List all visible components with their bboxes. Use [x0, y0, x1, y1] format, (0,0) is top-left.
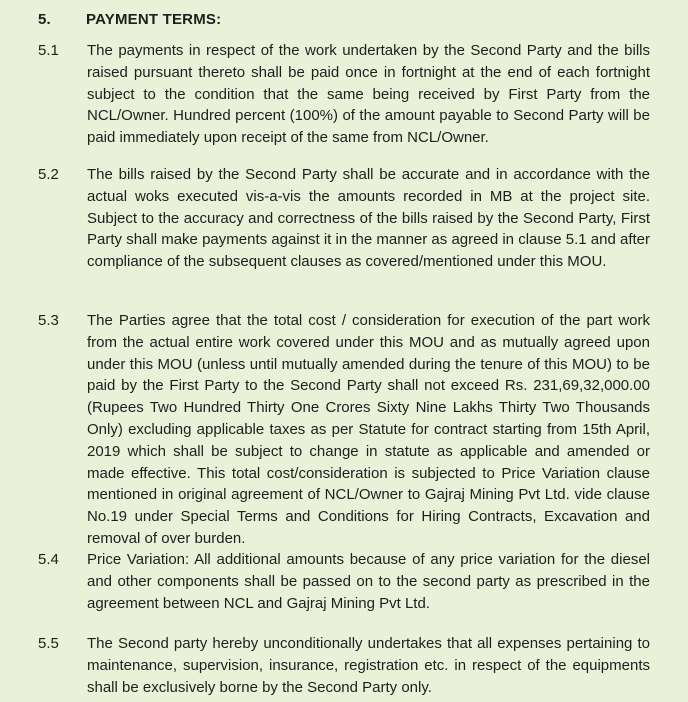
- clause-text: The Parties agree that the total cost / consideration for execution of the part work from the actual entire work covered under this MOU and as mutually agreed upon under this MOU (unless until mutually amended during the tenure of this MOU) to be paid by the First Party to the Second Party shall not exceed Rs. 231,69,32,000.00 (Rupees Two Hundred Thirty One Crores Sixty Nine Lakhs Thirty Two Thousands Only) excluding applicable taxes as per Statute for contract starting from 15th April, 2019 which shall be subject to change in statute as applicable and amended or made effective. This total cost/consideration is subjected to Price Variation clause mentioned in original agreement of NCL/Owner to Gajraj Mining Pvt Ltd. vide clause No.19 under Special Terms and Conditions for Hiring Contracts, Excavation and removal of over burden.: [87, 312, 650, 547]
- clause-number: 5.4: [38, 551, 59, 568]
- clause-5-4: [38, 549, 650, 614]
- section-heading: [38, 11, 221, 28]
- section-title: PAYMENT TERMS:: [86, 11, 222, 28]
- clause-text: The Second party hereby unconditionally undertakes that all expenses pertaining to maintenance, supervision, insurance, registration etc. in respect of the equipments shall be exclusively borne by the Second Party only.: [87, 635, 650, 696]
- clause-5-2: [38, 164, 650, 273]
- clause-number: 5.1: [38, 42, 59, 59]
- clause-5-3: [38, 310, 650, 550]
- clause-number: 5.5: [38, 635, 59, 652]
- clause-5-5: [38, 633, 650, 698]
- section-number: 5.: [38, 11, 51, 28]
- clause-text: The bills raised by the Second Party shall be accurate and in accordance with the actual woks executed vis-a-vis the amounts recorded in MB at the project site. Subject to the accuracy and correctness of the bills raised by the Second Party, First Party shall make payments against it in the manner as agreed in clause 5.1 and after compliance of the subsequent clauses as covered/mentioned under this MOU.: [87, 166, 650, 271]
- clause-text: Price Variation: All additional amounts because of any price variation for the diesel and other components shall be passed on to the second party as prescribed in the agreement between NCL and Gajraj Mining Pvt Ltd.: [87, 551, 650, 612]
- clause-text: The payments in respect of the work undertaken by the Second Party and the bills raised pursuant thereto shall be paid once in fortnight at the end of each fortnight subject to the condition that the same being received by First Party from the NCL/Owner. Hundred percent (100%) of the amount payable to Second Party will be paid immediately upon receipt of the same from NCL/Owner.: [87, 42, 650, 147]
- clause-number: 5.3: [38, 312, 59, 329]
- clause-number: 5.2: [38, 166, 59, 183]
- clause-5-1: [38, 40, 650, 149]
